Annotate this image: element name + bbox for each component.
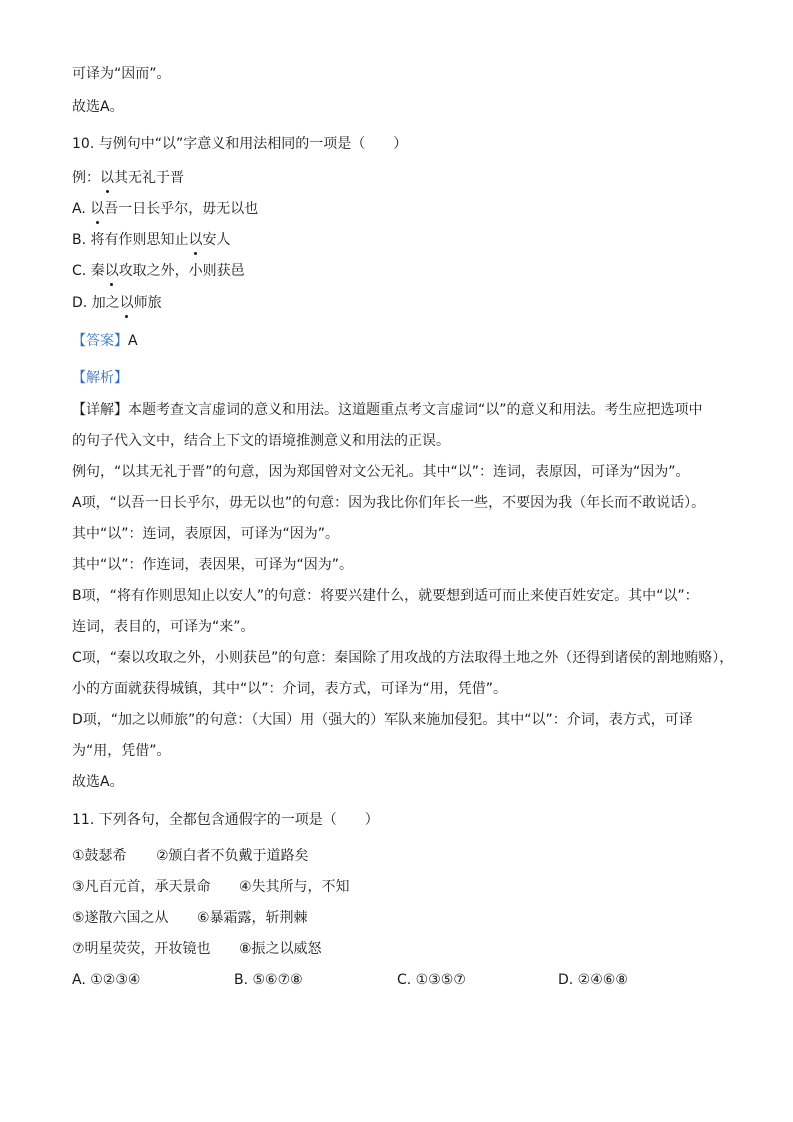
explanation-line: 【详解】本题考查文言虚词的意义和用法。这道题重点考文言虚词“以”的意义和用法。考生应把选项中	[72, 402, 703, 418]
sentence-item: ①鼓瑟希	[72, 848, 127, 864]
sentence-item: ③凡百元首，承天景命	[72, 879, 211, 895]
previous-conclusion: 故选A。	[72, 99, 124, 115]
option-letter: C.	[72, 263, 91, 279]
question-11-option-a: A. ①②③④	[72, 972, 141, 988]
option-text-pre: 加之	[91, 295, 120, 311]
question-10-stem: 10. 与例句中“以”字意义和用法相同的一项是（ ）	[72, 136, 408, 152]
question-11-option-c: C. ①③⑤⑦	[397, 972, 466, 988]
emphasis-character: 以	[100, 170, 114, 186]
option-text: 吾一日长乎尔，毋无以也	[104, 201, 259, 217]
option-letter: A.	[72, 201, 91, 217]
explanation-line: B项，“将有作则思知止以安人”的句意：将要兴建什么，就要想到适可而止来使百姓安定。其中“以”：	[72, 588, 699, 604]
emphasis-character: 以	[90, 201, 105, 217]
question-11-item-row	[72, 846, 309, 866]
question-11-option-d: D. ②④⑥⑧	[558, 972, 628, 988]
emphasis-character: 以	[188, 232, 203, 248]
question-11-stem: 11. 下列各句，全都包含通假字的一项是（ ）	[72, 812, 379, 828]
question-10-example	[72, 168, 184, 188]
explanation-line: 连词，表目的，可译为“来”。	[72, 619, 255, 635]
sentence-item: ⑥暴霜露，斩荆棘	[197, 910, 308, 926]
explanation-line: 小的方面就获得城镇，其中“以”：介词，表方式，可译为“用，凭借”。	[72, 681, 508, 697]
question-10-option-c	[72, 261, 245, 281]
emphasis-character: 以	[119, 295, 134, 311]
analysis-tag	[72, 368, 128, 388]
explanation-line: C项，“秦以攻取之外，小则获邑”的句意：秦国除了用攻战的方法取得土地之外（还得到诸侯的割地贿赂），	[72, 650, 734, 666]
question-10-option-d	[72, 293, 162, 313]
option-letter: D.	[72, 295, 92, 311]
explanation-line: 的句子代入文中，结合上下文的语境推测意义和用法的正误。	[72, 433, 450, 449]
question-11-item-row	[72, 939, 322, 959]
sentence-item: ④失其所与，不知	[239, 879, 350, 895]
option-text-pre: 秦	[90, 263, 105, 279]
explanation-line: 为“用，凭借”。	[72, 743, 171, 759]
sentence-item: ⑤遂散六国之从	[72, 910, 169, 926]
sentence-item: ②颁白者不负戴于道路矣	[156, 848, 309, 864]
question-10-conclusion: 故选A。	[72, 774, 124, 790]
explanation-line: D项，“加之以师旅”的句意：（大国）用（强大的）军队来施加侵犯。其中“以”：介词，表方式，可译	[72, 712, 693, 728]
explanation-line: 其中“以”：连词，表原因，可译为“因为”。	[72, 526, 340, 542]
sentence-item: ⑦明星荧荧，开妆镜也	[72, 941, 211, 957]
question-11-options	[72, 970, 692, 990]
explanation-line: 例句，“以其无礼于晋”的句意，因为郑国曾对文公无礼。其中“以”：连词，表原因，可译为“因为”。	[72, 464, 690, 480]
question-10-option-a	[72, 199, 258, 219]
answer-line	[72, 331, 138, 351]
question-11-option-b: B. ⑤⑥⑦⑧	[234, 972, 303, 988]
sentence-item: ⑧振之以威怒	[239, 941, 322, 957]
emphasis-character: 以	[104, 263, 119, 279]
question-11-item-row	[72, 908, 308, 928]
question-10-option-b	[72, 230, 231, 250]
option-text-pre: 将有作则思知止	[90, 232, 189, 248]
example-text: 其无礼于晋	[114, 170, 184, 186]
example-prefix: 例：	[72, 170, 100, 186]
answer-value: A	[128, 333, 138, 349]
option-letter: B.	[72, 232, 91, 248]
analysis-label: 【解析】	[72, 370, 128, 386]
option-text: 攻取之外，小则获邑	[118, 263, 245, 279]
option-text: 安人	[202, 232, 231, 248]
option-text: 师旅	[133, 295, 162, 311]
question-11-item-row	[72, 877, 350, 897]
answer-tag: 【答案】	[72, 333, 128, 349]
explanation-line: 其中“以”：作连词，表因果，可译为“因为”。	[72, 557, 354, 573]
explanation-line: A项，“以吾一日长乎尔，毋无以也”的句意：因为我比你们年长一些，不要因为我（年长而不敢说话）。	[72, 495, 706, 511]
previous-answer-tail: 可译为“因而”。	[72, 66, 171, 82]
